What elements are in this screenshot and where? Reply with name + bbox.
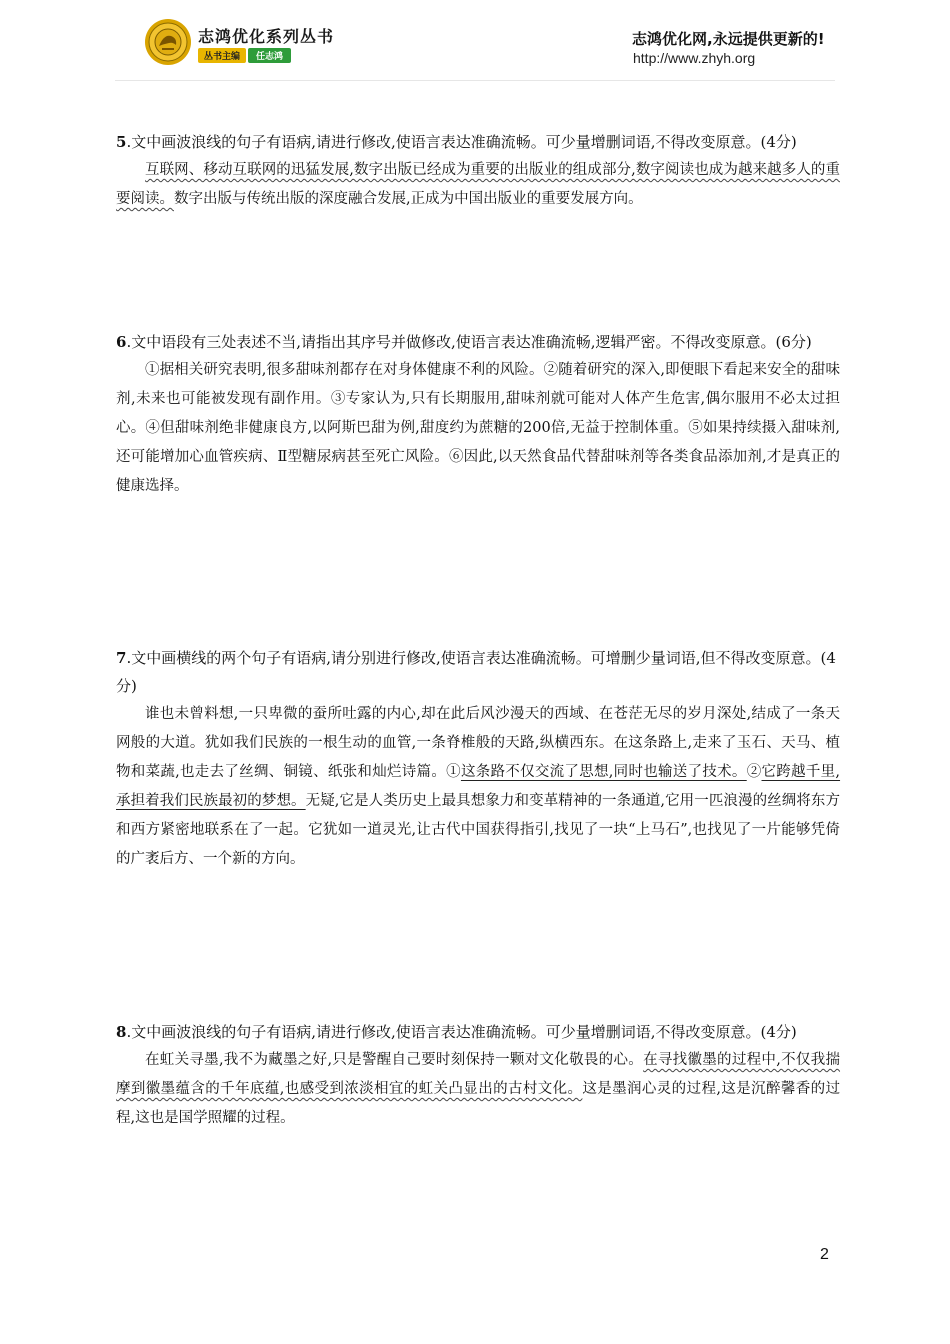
question-7-passage (116, 700, 840, 874)
question-8-title (116, 1018, 840, 1046)
question-7 (116, 644, 840, 874)
wavy-underlined-sentence: 互联网、移动互联网的迅猛发展,数字出版已经成为重要的出版业的组成部分,数字阅读也成为越来越多人的重要阅读。 (116, 162, 840, 207)
brand-subtitle (198, 48, 291, 63)
question-5-title (116, 128, 840, 156)
question-number: 7 (116, 649, 127, 667)
question-6-title (116, 328, 840, 356)
question-prompt: .文中语段有三处表述不当,请指出其序号并做修改,使语言表达准确流畅,逻辑严密。不得改变原意。(6分) (126, 333, 812, 351)
question-6-passage: ①据相关研究表明,很多甜味剂都存在对身体健康不利的风险。②随着研究的深入,即便眼下看起来安全的甜味剂,未来也可能被发现有副作用。③专家认为,只有长期服用,甜味剂就可能对人体产生危害,偶尔服用不必太过担心。④但甜味剂绝非健康良方,以阿斯巴甜为例,甜度约为蔗糖的200倍,无益于控制体重。⑤如果持续摄入甜味剂,还可能增加心血管疾病、Ⅱ型糖尿病甚至死亡风险。⑥因此,以天然食品代替甜味剂等各类食品添加剂,才是真正的健康选择。 (116, 362, 840, 494)
underlined-sentence-1: 这条路不仅交流了思想,同时也输送了技术。 (460, 764, 747, 780)
passage-text: 这是墨润心灵的过程,这是沉醉馨香的过程,这也是国学照耀的过程。 (116, 1081, 840, 1126)
passage-text: 在虹关寻墨,我不为藏墨之好,只是警醒自己要时刻保持一颗对文化敬畏的心。 (145, 1052, 644, 1068)
sentence-marker-2: ② (746, 764, 762, 780)
question-number: 8 (116, 1023, 127, 1041)
editor-label: 丛书主编 (198, 48, 246, 63)
editor-name: 任志鸿 (248, 48, 291, 63)
question-8 (116, 1018, 840, 1133)
passage-text: 无疑,它是人类历史上最具想象力和变革精神的一条通道,它用一匹浪漫的丝绸将东方和西方紧密地联系在了一起。它犹如一道灵光,让古代中国获得指引,找见了一块“上马石”,也找见了一片能够凭倚的广袤后方、一个新的方向。 (116, 793, 841, 867)
sentence-marker-1: ① (446, 764, 461, 780)
question-6 (116, 328, 840, 501)
question-prompt: .文中画波浪线的句子有语病,请进行修改,使语言表达准确流畅。可少量增删词语,不得改变原意。(4分) (126, 1023, 797, 1041)
header-divider (115, 80, 835, 81)
passage-text: 数字出版与传统出版的深度融合发展,正成为中国出版业的重要发展方向。 (174, 191, 643, 207)
brand-title: 志鸿优化系列丛书 (198, 27, 335, 46)
page-header (0, 0, 950, 82)
site-url-link[interactable]: http://www.zhyh.org (633, 50, 756, 66)
passage-text: 谁也未曾料想,一只卑微的蚕所吐露的内心,却在此后风沙漫天的西域、在苍茫无尽的岁月深处,结成了一条天网般的大道。犹如我们民族的一根生动的血管,一条脊椎般的天路,纵横西东。在这条路上,走来了玉石、天马、植物和菜蔬,也走去了丝绸、铜镜、纸张和灿烂诗篇。 (116, 706, 840, 780)
question-prompt: .文中画波浪线的句子有语病,请进行修改,使语言表达准确流畅。可少量增删词语,不得改变原意。(4分) (126, 133, 797, 151)
underlined-sentence-2: 它跨越千里,承担着我们民族最初的梦想。 (116, 764, 841, 809)
question-prompt: .文中画横线的两个句子有语病,请分别进行修改,使语言表达准确流畅。可增删少量词语,但不得改变原意。(4分) (116, 649, 836, 695)
wavy-underlined-sentence: 在寻找徽墨的过程中,不仅我揣摩到徽墨蕴含的千年底蕴,也感受到浓淡相宜的虹关凸显出的古村文化。 (116, 1052, 841, 1097)
question-7-title (116, 644, 840, 700)
question-number: 5 (116, 133, 127, 151)
series-logo-icon (144, 18, 192, 66)
site-slogan: 志鸿优化网,永远提供更新的! (632, 30, 825, 48)
page-number: 2 (820, 1246, 829, 1263)
question-8-passage (116, 1046, 840, 1133)
question-number: 6 (116, 333, 127, 351)
question-5-passage (116, 156, 840, 214)
question-5 (116, 128, 840, 214)
